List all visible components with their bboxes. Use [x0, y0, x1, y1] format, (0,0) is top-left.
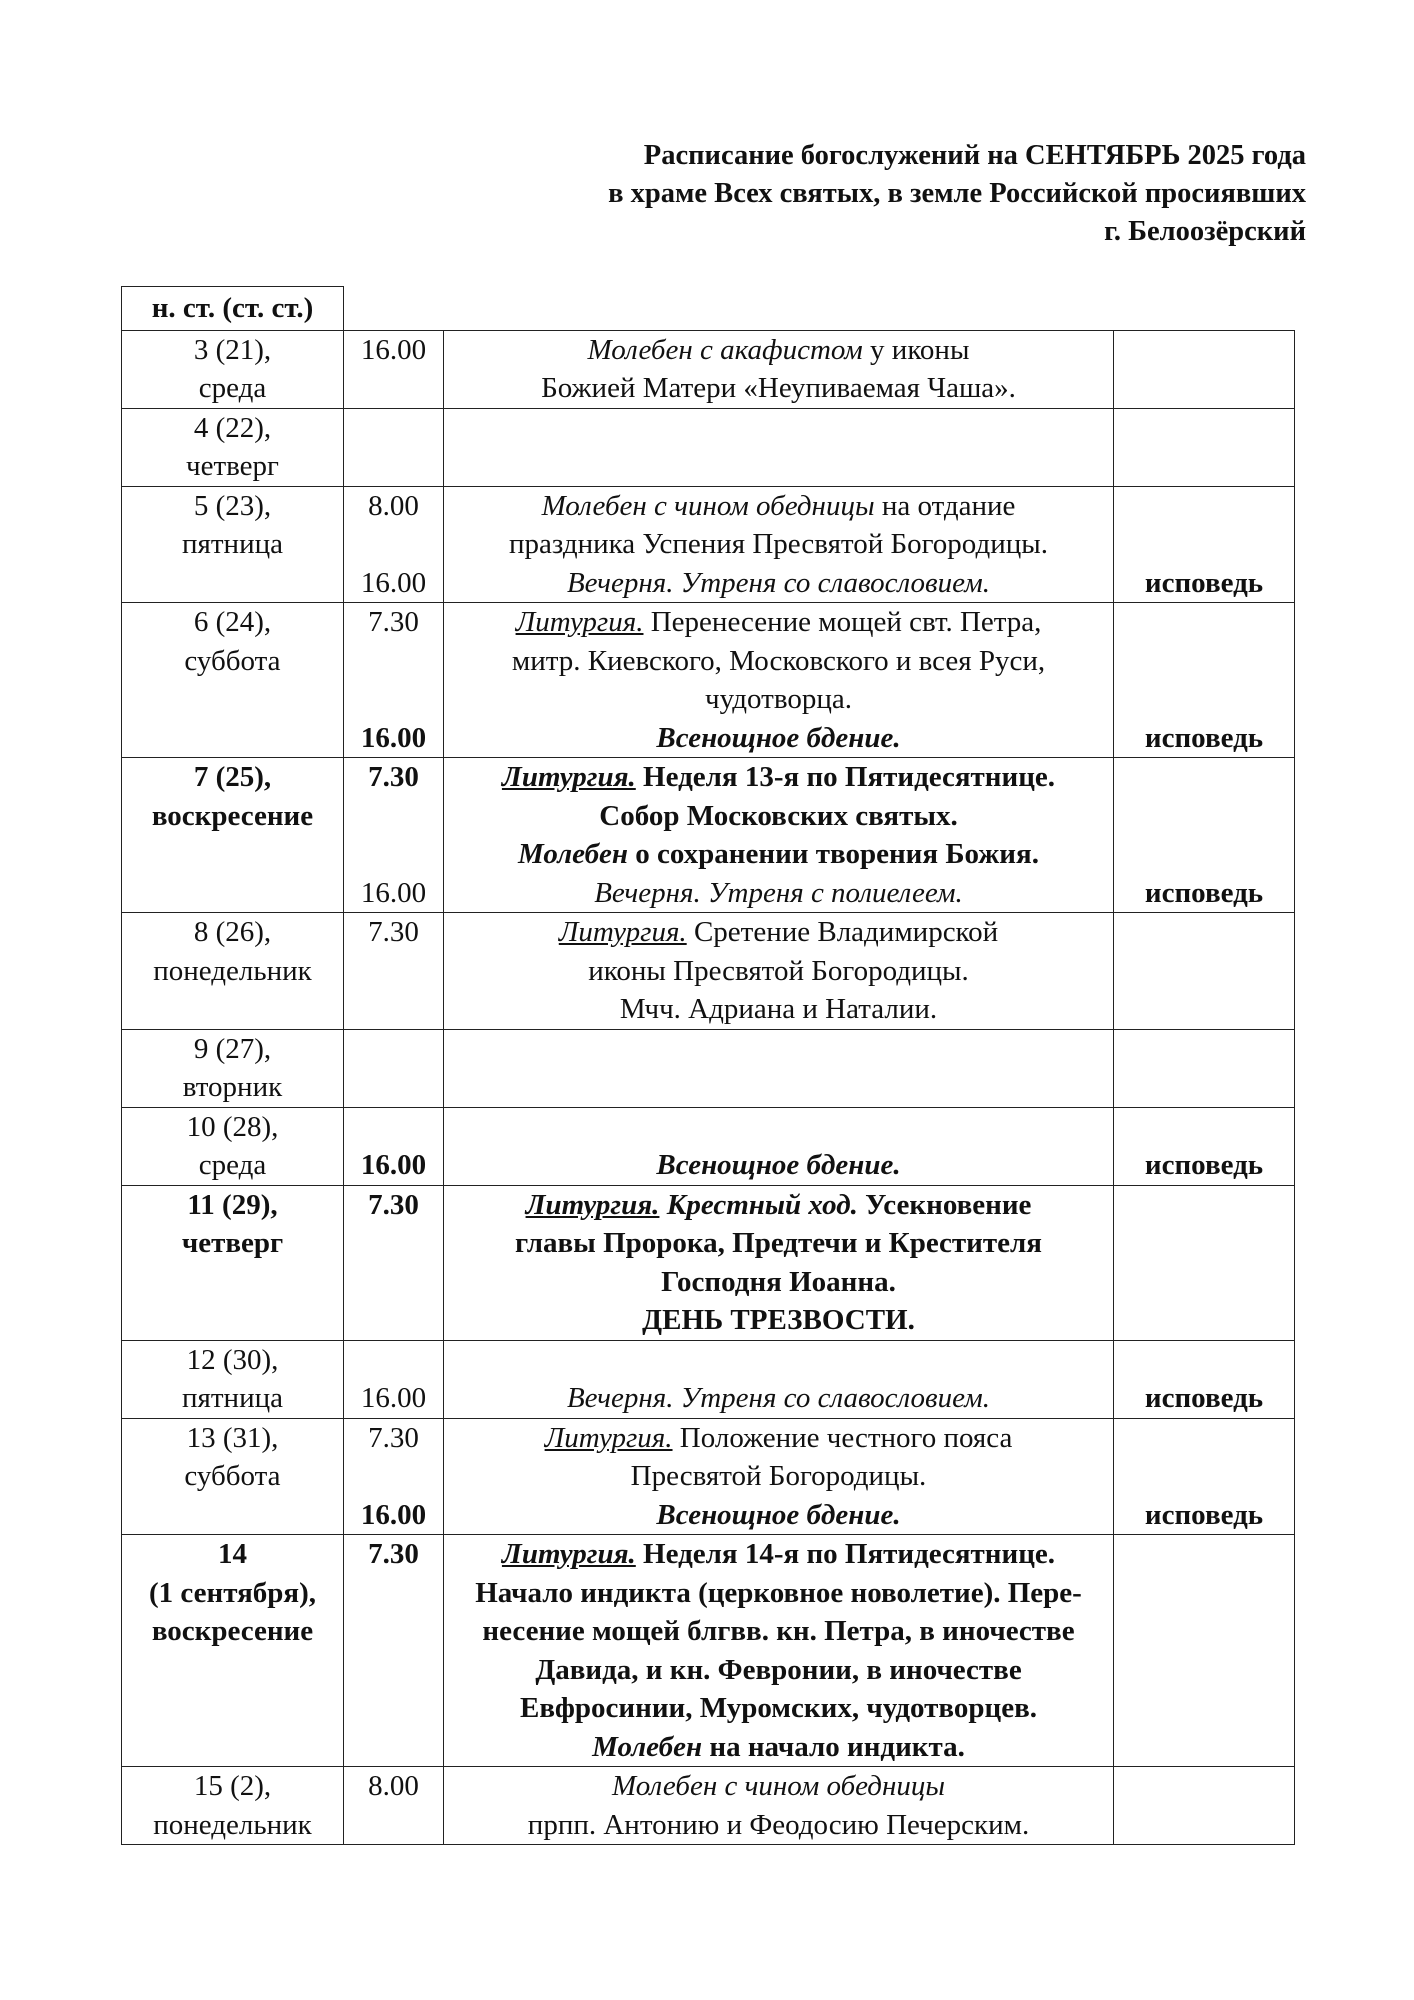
note-cell	[1114, 603, 1295, 758]
table-row	[122, 1185, 1295, 1340]
table-row	[122, 330, 1295, 408]
date-cell: 7 (25), воскресение	[122, 758, 344, 913]
confession-label: исповедь	[1144, 566, 1264, 599]
time-cell: 7.30 16.00	[344, 1418, 444, 1535]
time-cell: 8.00 16.00	[344, 486, 444, 603]
service-cell: Литургия. Неделя 14-я по Пятидесятнице. Начало индикта (церковное новолетие). Пере- несение мощей блгвв. кн. Петра, в иночестве Давида, и кн. Февронии, в иночестве Евфросинии, Муромских, чудотворцев. Молебен на начало индикта.	[444, 1535, 1114, 1767]
date-cell: 3 (21), среда	[122, 330, 344, 408]
time-cell: 16.00	[344, 1340, 444, 1418]
table-row	[122, 1418, 1295, 1535]
note-cell	[1114, 1029, 1295, 1107]
table-row	[122, 1535, 1295, 1767]
service-cell: Литургия. Перенесение мощей свт. Петра, митр. Киевского, Московского и всея Руси, чудотворца. Всенощное бдение.	[444, 603, 1114, 758]
time-cell: 7.30 16.00	[344, 758, 444, 913]
date-cell: 13 (31), суббота	[122, 1418, 344, 1535]
service-cell: Молебен с чином обедницы на отдание праздника Успения Пресвятой Богородицы. Вечерня. Утреня со славословием.	[444, 486, 1114, 603]
confession-label: исповедь	[1144, 721, 1264, 754]
date-cell: 8 (26), понедельник	[122, 913, 344, 1030]
confession-label: исповедь	[1144, 1382, 1264, 1414]
date-cell: 12 (30), пятница	[122, 1340, 344, 1418]
service-cell: Литургия. Неделя 13-я по Пятидесятнице. Собор Московских святых. Молебен о сохранении творения Божия. Вечерня. Утреня с полиелеем.	[444, 758, 1114, 913]
service-cell: Молебен с акафистом у иконы Божией Матери «Неупиваемая Чаша».	[444, 330, 1114, 408]
note-cell	[1114, 486, 1295, 603]
table-row	[122, 1767, 1295, 1845]
date-cell: 15 (2), понедельник	[122, 1767, 344, 1845]
time-cell: 8.00	[344, 1767, 444, 1845]
time-cell: 7.30	[344, 1185, 444, 1340]
table-row	[122, 603, 1295, 758]
note-cell	[1114, 330, 1295, 408]
note-cell	[1114, 758, 1295, 913]
header-church: в храме Всех святых, в земле Российской просиявших	[608, 178, 1306, 209]
table-header-row	[122, 287, 1295, 331]
header-city: г. Белоозёрский	[1104, 216, 1306, 247]
schedule-table	[121, 286, 1295, 1845]
table-row	[122, 1107, 1295, 1185]
table-row	[122, 408, 1295, 486]
note-cell	[1114, 1535, 1295, 1767]
date-column-header: н. ст. (ст. ст.)	[122, 287, 344, 331]
note-cell	[1114, 408, 1295, 486]
date-cell: 14 (1 сентября), воскресение	[122, 1535, 344, 1767]
table-row	[122, 1340, 1295, 1418]
service-cell: Всенощное бдение.	[444, 1107, 1114, 1185]
confession-label: исповедь	[1144, 876, 1264, 909]
service-cell: Литургия. Сретение Владимирской иконы Пресвятой Богородицы. Мчч. Адриана и Наталии.	[444, 913, 1114, 1030]
service-cell	[444, 408, 1114, 486]
date-cell: 5 (23), пятница	[122, 486, 344, 603]
service-cell	[444, 1029, 1114, 1107]
date-cell: 4 (22), четверг	[122, 408, 344, 486]
time-cell	[344, 408, 444, 486]
service-cell: Литургия. Положение честного пояса Пресвятой Богородицы. Всенощное бдение.	[444, 1418, 1114, 1535]
date-cell: 9 (27), вторник	[122, 1029, 344, 1107]
table-row	[122, 758, 1295, 913]
table-row	[122, 1029, 1295, 1107]
time-cell: 7.30	[344, 1535, 444, 1767]
header-spacer	[344, 287, 1295, 331]
page-header	[608, 137, 1306, 251]
note-cell	[1114, 1767, 1295, 1845]
date-cell: 11 (29), четверг	[122, 1185, 344, 1340]
date-cell: 10 (28), среда	[122, 1107, 344, 1185]
time-cell: 16.00	[344, 330, 444, 408]
note-cell	[1114, 1340, 1295, 1418]
time-cell: 7.30	[344, 913, 444, 1030]
confession-label: исповедь	[1144, 1498, 1264, 1531]
note-cell	[1114, 1418, 1295, 1535]
service-cell: Литургия. Крестный ход. Усекновение главы Пророка, Предтечи и Крестителя Господня Иоанна. ДЕНЬ ТРЕЗВОСТИ.	[444, 1185, 1114, 1340]
time-cell: 7.30 16.00	[344, 603, 444, 758]
table-row	[122, 486, 1295, 603]
time-cell	[344, 1029, 444, 1107]
time-cell: 16.00	[344, 1107, 444, 1185]
service-cell: Вечерня. Утреня со славословием.	[444, 1340, 1114, 1418]
table-row	[122, 913, 1295, 1030]
header-title: Расписание богослужений на СЕНТЯБРЬ 2025 года	[643, 140, 1306, 171]
note-cell	[1114, 1107, 1295, 1185]
note-cell	[1114, 913, 1295, 1030]
confession-label: исповедь	[1144, 1149, 1264, 1181]
note-cell	[1114, 1185, 1295, 1340]
date-cell: 6 (24), суббота	[122, 603, 344, 758]
service-cell: Молебен с чином обедницы прпп. Антонию и Феодосию Печерским.	[444, 1767, 1114, 1845]
